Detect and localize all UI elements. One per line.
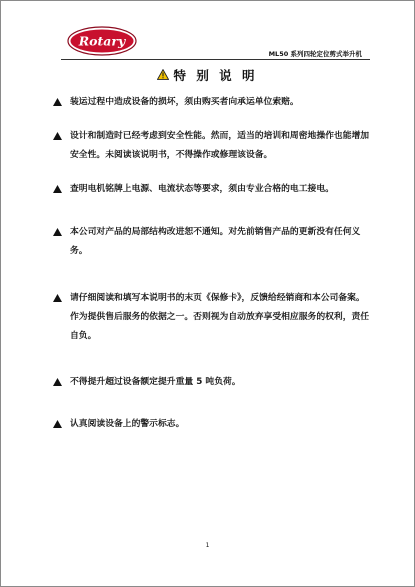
- notice-text: 查明电机铭牌上电源、电流状态等要求，须由专业合格的电工接电。: [70, 184, 334, 194]
- notice-item: [54, 373, 372, 392]
- notice-text: 装运过程中造成设备的损坏，须由购买者向承运单位索赔。: [70, 97, 299, 107]
- notice-item: [54, 93, 372, 112]
- header-title: ML50 系列四轮定位剪式举升机: [268, 50, 362, 58]
- rotary-logo: [67, 26, 137, 56]
- bullet-triangle-icon: [53, 294, 62, 302]
- notice-text: 请仔细阅读和填写本说明书的末页《保修卡》，反馈给经销商和本公司备案。作为提供售后服务的依据之一。否则视为自动放弃享受相应服务的权利，责任自负。: [70, 293, 370, 341]
- bullet-triangle-icon: [53, 420, 62, 428]
- bullet-triangle-icon: [53, 98, 62, 106]
- notice-item: [54, 127, 372, 165]
- svg-text:Rotary: Rotary: [78, 33, 126, 49]
- notice-item: [54, 180, 372, 199]
- notice-text: 不得提升超过设备额定提升重量 5 吨负荷。: [70, 377, 241, 387]
- page-number: 1: [205, 542, 210, 549]
- notice-item: [54, 415, 372, 434]
- notice-text: 设计和制造时已经考虑到安全性能。然而，适当的培训和周密地操作也能增加安全性。未阅读该说明书，不得操作或修理该设备。: [70, 131, 370, 160]
- bullet-triangle-icon: [53, 378, 62, 386]
- bullet-triangle-icon: [53, 132, 62, 140]
- notice-text: 本公司对产品的局部结构改进恕不通知。对先前销售产品的更新没有任何义务。: [70, 227, 361, 256]
- bullet-triangle-icon: [53, 185, 62, 193]
- notice-item: [54, 223, 372, 261]
- notice-text: 认真阅读设备上的警示标志。: [70, 419, 185, 429]
- bullet-triangle-icon: [53, 228, 62, 236]
- document-title: 特 别 说 明: [173, 67, 258, 83]
- notice-item: [54, 289, 372, 346]
- header-divider: [61, 59, 370, 60]
- warning-icon: [157, 69, 169, 80]
